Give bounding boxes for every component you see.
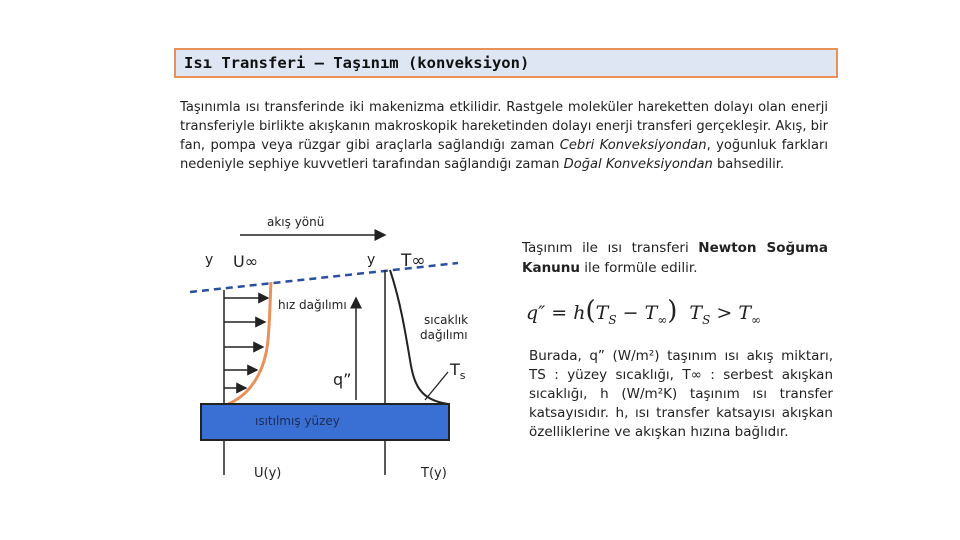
newton-formula xyxy=(526,296,761,327)
newton-law-text xyxy=(522,238,828,278)
heat-flux-label: q” xyxy=(333,370,352,389)
temperature-profile-label-2: dağılımı xyxy=(420,328,468,342)
slide-title: Isı Transferi – Taşınım (konveksiyon) xyxy=(174,48,838,78)
formula-paren-close: ) xyxy=(667,296,678,326)
surface-temp-arrow xyxy=(425,372,448,400)
velocity-vectors xyxy=(224,298,268,388)
formula-ts: T xyxy=(595,302,609,324)
surface-temp-base: T xyxy=(450,360,460,379)
formula-gt: > T xyxy=(710,302,752,324)
explanation-text: Burada, q” (W/m²) taşınım ısı akış miktarı, TS : yüzey sıcaklığı, T∞ : serbest akışkan sıcaklığı, h (W/m²K) taşınım ısı transfer katsayısıdır. h, ısı transfer katsayısı akışkan özelliklerine ve akışkan hızına bağlıdır. xyxy=(529,348,833,440)
formula-paren-open: ( xyxy=(585,296,596,326)
intro-text-2: , yoğunluk farkları nedeniyle sephiye kuvvetleri tarafından sağlandığı zaman xyxy=(180,138,828,172)
u-infinity-label: U∞ xyxy=(233,252,259,271)
forced-convection-term: Cebri Konveksiyondan xyxy=(559,138,707,153)
y-mid-label: y xyxy=(367,252,376,268)
newton-text-post: ile formüle edilir. xyxy=(580,260,698,276)
formula-ts2: T xyxy=(689,302,703,324)
formula-inf2: ∞ xyxy=(751,312,762,327)
u-of-y-label: U(y) xyxy=(254,466,282,481)
intro-text-3: bahsedilir. xyxy=(712,157,785,172)
surface-temp-sub: s xyxy=(459,369,466,383)
y-left-label: y xyxy=(205,252,214,268)
formula-s2: S xyxy=(702,312,711,327)
natural-convection-term: Doğal Konveksiyondan xyxy=(563,157,713,172)
temperature-profile-label-1: sıcaklık xyxy=(424,313,469,327)
formula-q: q″ xyxy=(526,302,546,324)
newton-law-name: Newton Soğuma Kanunu xyxy=(522,240,828,276)
surface-temp-label xyxy=(450,360,466,382)
newton-text-pre: Taşınım ile ısı transferi xyxy=(522,240,699,256)
formula-inf1: ∞ xyxy=(657,312,668,327)
velocity-profile-label: hız dağılımı xyxy=(278,298,347,312)
flow-direction-label: akış yönü xyxy=(267,215,325,229)
heated-surface-label: ısıtılmış yüzey xyxy=(255,414,340,428)
formula-minus-tinf: − T xyxy=(616,302,658,324)
formula-eq: = h xyxy=(545,302,586,324)
t-of-y-label: T(y) xyxy=(421,466,447,481)
velocity-profile-curve xyxy=(228,282,271,404)
intro-text-1: Taşınımla ısı transferinde iki makenizma etkilidir. Rastgele moleküler hareketten dolayı olan enerji transferiyle birlikte akışkanın makroskopik hareketinden dolayı enerji transferi gerçekleşir. Akış, bir fan, pompa veya rüzgar gibi araçlarla sağlandığı zaman xyxy=(180,100,828,153)
t-infinity-label: T∞ xyxy=(401,251,426,271)
formula-s1: S xyxy=(608,312,617,327)
